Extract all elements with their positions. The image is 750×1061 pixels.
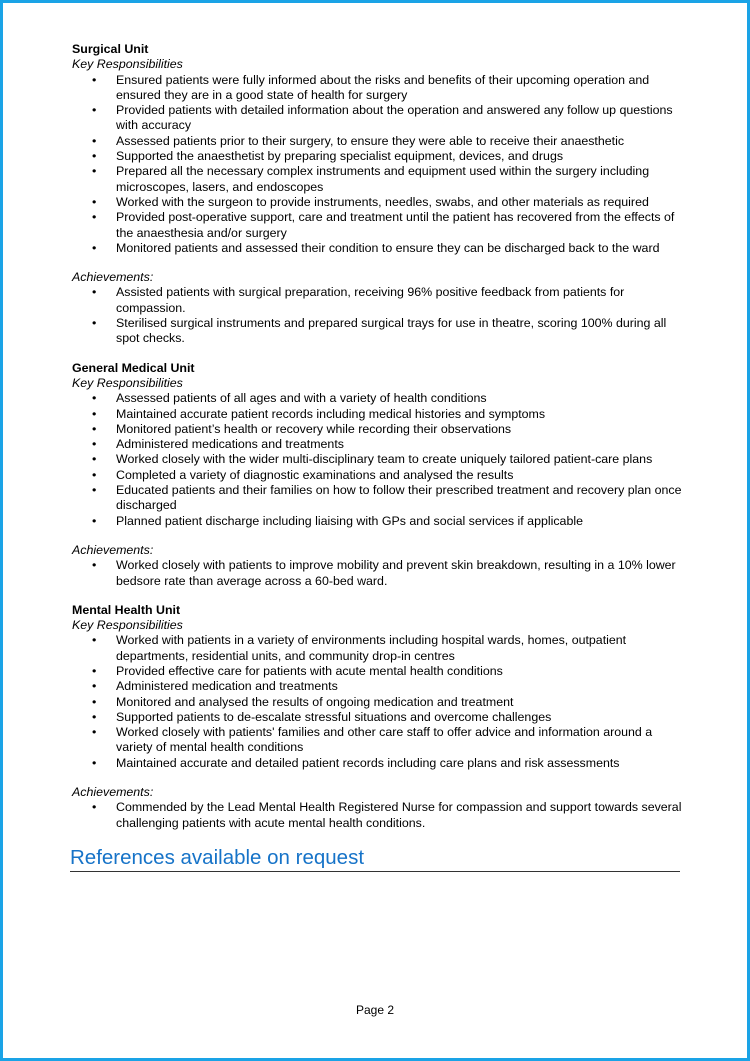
responsibilities-list (72, 73, 684, 257)
list-item-text: Assisted patients with surgical preparation, receiving 96% positive feedback from patients for compassion. (116, 285, 625, 315)
list-item-text: Provided post-operative support, care and treatment until the patient has recovered from the effects of the anaesthesia and/or surgery (116, 210, 675, 240)
list-item (72, 407, 684, 422)
list-item (72, 285, 684, 316)
bullet-icon: • (92, 513, 97, 528)
list-item (72, 195, 684, 210)
bullet-icon: • (92, 663, 97, 678)
bullet-icon: • (92, 285, 97, 300)
list-item-text: Assessed patients of all ages and with a variety of health conditions (116, 391, 487, 406)
experience-section (72, 603, 684, 831)
bullet-icon: • (92, 210, 97, 225)
bullet-icon: • (92, 755, 97, 770)
list-item (72, 452, 684, 467)
experience-section (72, 361, 684, 589)
section-title: Surgical Unit (72, 42, 149, 56)
bullet-icon: • (92, 194, 97, 209)
list-item-text: Worked with the surgeon to provide instruments, needles, swabs, and other materials as required (116, 194, 649, 209)
list-item-text: Planned patient discharge including liaising with GPs and social services if applicable (116, 513, 583, 528)
list-item (72, 316, 684, 347)
cv-page-content (72, 42, 684, 831)
list-item-text: Commended by the Lead Mental Health Registered Nurse for compassion and support towards several challenging patients with acute mental health conditions. (116, 800, 682, 830)
bullet-icon: • (92, 452, 97, 467)
list-item-text: Monitored patients and assessed their condition to ensure they can be discharged back to the ward (116, 240, 660, 255)
list-item-text: Worked closely with patients' families and other care staff to offer advice and information around a variety of mental health conditions (116, 725, 653, 755)
list-item-text: Provided patients with detailed information about the operation and answered any follow up questions with accuracy (116, 103, 673, 133)
bullet-icon: • (92, 164, 97, 179)
list-item (72, 241, 684, 256)
bullet-icon: • (92, 437, 97, 452)
list-item (72, 679, 684, 694)
list-item (72, 558, 684, 589)
list-item-text: Maintained accurate and detailed patient records including care plans and risk assessments (116, 755, 620, 770)
experience-sections (72, 42, 684, 831)
bullet-icon: • (92, 103, 97, 118)
bullet-icon: • (92, 679, 97, 694)
bullet-icon: • (92, 800, 97, 815)
achievements-label: Achievements: (72, 785, 154, 800)
list-item (72, 514, 684, 529)
list-item-text: Monitored and analysed the results of ongoing medication and treatment (116, 694, 514, 709)
list-item (72, 756, 684, 771)
achievements-label: Achievements: (72, 270, 154, 285)
list-item (72, 437, 684, 452)
list-item-text: Supported patients to de-escalate stressful situations and overcome challenges (116, 709, 552, 724)
list-item-text: Worked closely with patients to improve mobility and prevent skin breakdown, resulting in a 10% lower bedsore rate than average across a 60-bed ward. (116, 558, 676, 588)
list-item (72, 103, 684, 134)
list-item-text: Monitored patient’s health or recovery while recording their observations (116, 421, 512, 436)
list-item-text: Administered medications and treatments (116, 437, 344, 452)
experience-section (72, 42, 684, 347)
list-item (72, 695, 684, 710)
list-item (72, 468, 684, 483)
list-item (72, 483, 684, 514)
page-number: Page 2 (355, 1003, 395, 1017)
list-item-text: Worked with patients in a variety of environments including hospital wards, homes, outpatient departments, residential units, and community drop-in centres (116, 633, 627, 663)
list-item-text: Worked closely with the wider multi-disciplinary team to create uniquely tailored patient-care plans (116, 452, 653, 467)
list-item (72, 210, 684, 241)
bullet-icon: • (92, 316, 97, 331)
bullet-icon: • (92, 709, 97, 724)
bullet-icon: • (92, 391, 97, 406)
list-item (72, 633, 684, 664)
achievements-list (72, 285, 684, 346)
responsibilities-list (72, 633, 684, 771)
responsibilities-label: Key Responsibilities (72, 618, 183, 633)
list-item-text: Maintained accurate patient records including medical histories and symptoms (116, 406, 546, 421)
list-item-text: Completed a variety of diagnostic examinations and analysed the results (116, 467, 514, 482)
list-item-text: Assessed patients prior to their surgery, to ensure they were able to receive their anaesthetic (116, 133, 625, 148)
bullet-icon: • (92, 558, 97, 573)
bullet-icon: • (92, 72, 97, 87)
bullet-icon: • (92, 133, 97, 148)
achievements-list (72, 558, 684, 589)
list-item (72, 800, 684, 831)
list-item (72, 134, 684, 149)
bullet-icon: • (92, 406, 97, 421)
responsibilities-label: Key Responsibilities (72, 57, 183, 72)
achievements-label: Achievements: (72, 542, 154, 557)
list-item-text: Prepared all the necessary complex instruments and equipment used within the surgery including microscopes, lasers, and endoscopes (116, 164, 650, 194)
bullet-icon: • (92, 240, 97, 255)
list-item (72, 710, 684, 725)
list-item-text: Provided effective care for patients with acute mental health conditions (116, 663, 503, 678)
responsibilities-list (72, 391, 684, 529)
list-item (72, 725, 684, 756)
list-item-text: Educated patients and their families on how to follow their prescribed treatment and recovery plan once discharged (116, 483, 682, 513)
list-item (72, 164, 684, 195)
section-title: Mental Health Unit (72, 602, 181, 617)
bullet-icon: • (92, 149, 97, 164)
bullet-icon: • (92, 694, 97, 709)
bullet-icon: • (92, 421, 97, 436)
bullet-icon: • (92, 633, 97, 648)
responsibilities-label: Key Responsibilities (72, 375, 183, 390)
list-item-text: Supported the anaesthetist by preparing specialist equipment, devices, and drugs (116, 149, 564, 164)
list-item (72, 664, 684, 679)
list-item-text: Sterilised surgical instruments and prepared surgical trays for use in theatre, scoring 100% during all spot checks. (116, 316, 667, 346)
list-item (72, 391, 684, 406)
bullet-icon: • (92, 467, 97, 482)
achievements-list (72, 800, 684, 831)
list-item-text: Administered medication and treatments (116, 679, 338, 694)
list-item (72, 149, 684, 164)
section-title: General Medical Unit (72, 360, 195, 375)
list-item (72, 422, 684, 437)
bullet-icon: • (92, 725, 97, 740)
bullet-icon: • (92, 483, 97, 498)
references-heading: References available on request (70, 846, 680, 872)
list-item-text: Ensured patients were fully informed about the risks and benefits of their upcoming operation and ensured they are in a good state of health for surgery (116, 72, 650, 102)
list-item (72, 73, 684, 104)
